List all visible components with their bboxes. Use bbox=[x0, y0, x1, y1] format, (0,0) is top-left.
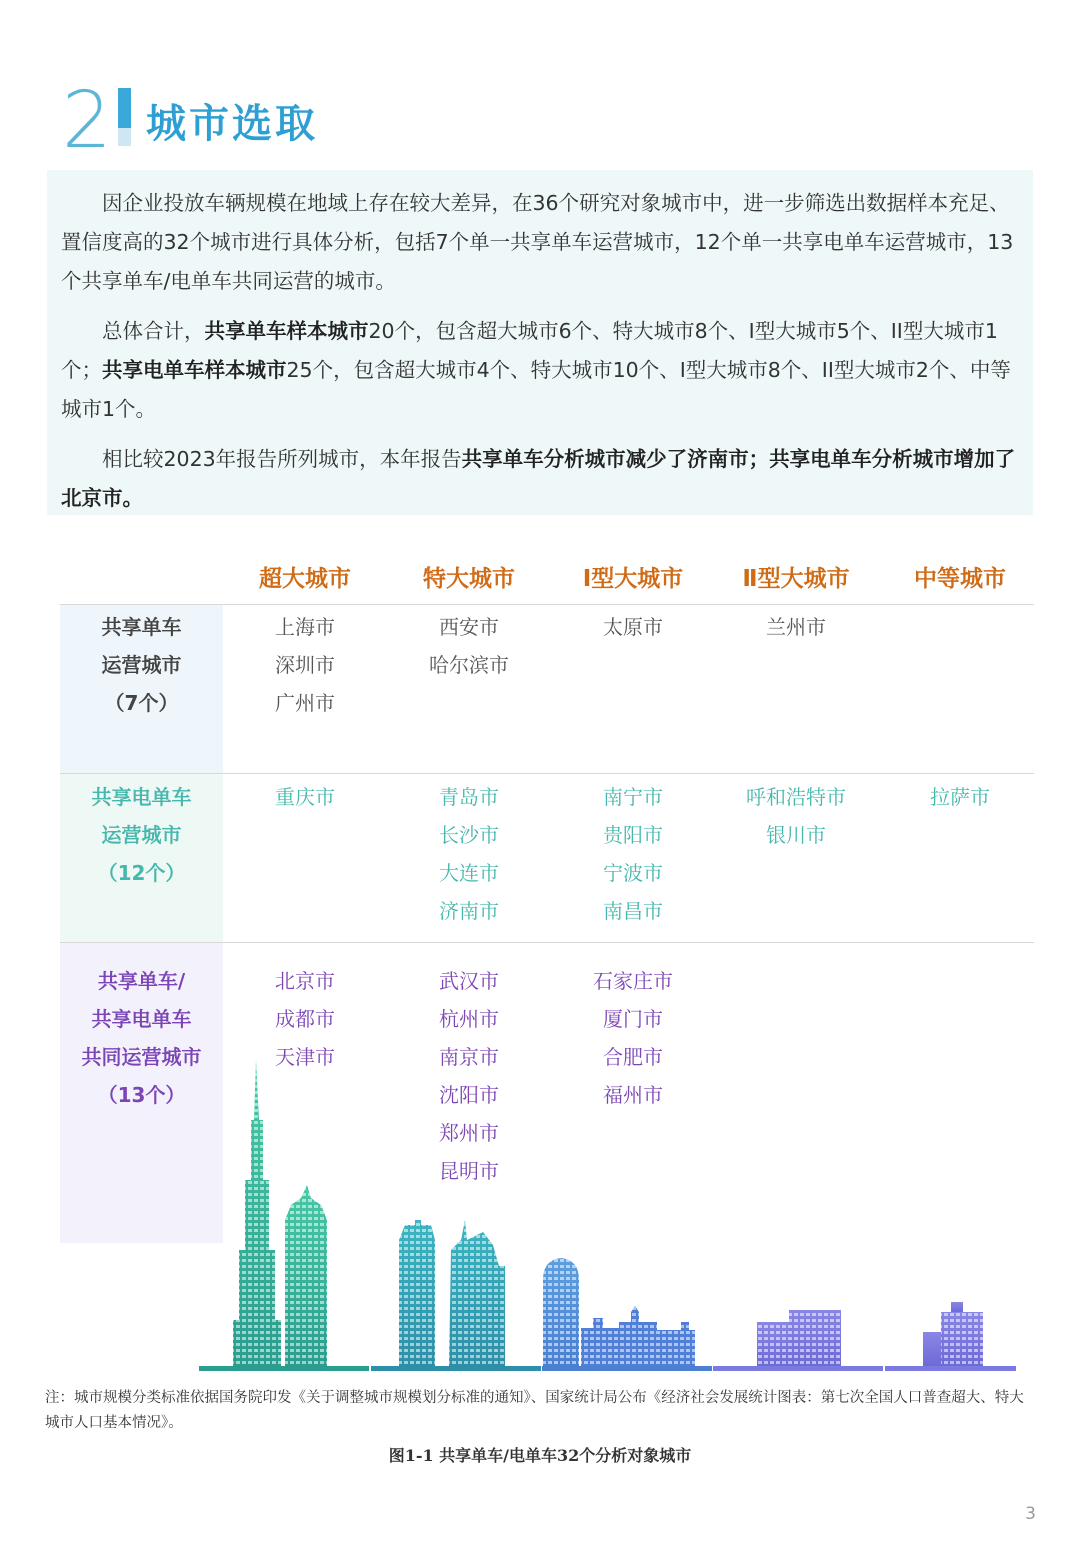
city-skyline-illustration bbox=[199, 1060, 1016, 1376]
row-label-both: 共享单车/ 共享电单车 共同运营城市 （13个） bbox=[81, 969, 202, 1107]
table-cell: 北京市 成都市 天津市 bbox=[275, 969, 335, 1069]
section-title: 城市选取 bbox=[146, 101, 318, 147]
table-divider bbox=[60, 773, 1034, 774]
intro-paragraph-2: 总体合计，共享单车样本城市20个，包含超大城市6个、特大城市8个、I型大城市5个、II型大城市1个；共享电单车样本城市25个，包含超大城市4个、特大城市10个、I型大城市8个、II型大城市2个、中等城市1个。 bbox=[61, 319, 1011, 421]
intro-paragraph-3: 相比较2023年报告所列城市，本年报告共享单车分析城市减少了济南市；共享电单车分析城市增加了北京市。 bbox=[61, 447, 1016, 510]
table-cell: 兰州市 bbox=[766, 615, 826, 639]
footnote: 注：城市规模分类标准依据国务院印发《关于调整城市规模划分标准的通知》、国家统计局公布《经济社会发展统计图表：第七次全国人口普查超大、特大城市人口基本情况》。 bbox=[45, 1390, 1024, 1431]
title-accent-bar bbox=[118, 88, 131, 128]
table-cell: 南宁市 贵阳市 宁波市 南昌市 bbox=[603, 785, 663, 923]
table-cell: 太原市 bbox=[603, 615, 663, 639]
skyline-group-large-1 bbox=[542, 1258, 712, 1371]
table-cell: 上海市 深圳市 广州市 bbox=[275, 615, 335, 715]
column-header-large-2: Ⅱ型大城市 bbox=[742, 566, 850, 592]
row-label-ebike: 共享电单车 运营城市 （12个） bbox=[91, 785, 192, 885]
skyline-group-medium bbox=[885, 1302, 1016, 1371]
column-header-large-1: Ⅰ型大城市 bbox=[582, 566, 684, 592]
skyline-group-super-large bbox=[199, 1060, 369, 1371]
skyline-group-mega bbox=[371, 1220, 541, 1371]
intro-paragraph-1: 因企业投放车辆规模在地域上存在较大差异，在36个研究对象城市中，进一步筛选出数据样本充足、置信度高的32个城市进行具体分析，包括7个单一共享单车运营城市，12个单一共享电单车运营城市，13个共享单车/电单车共同运营的城市。 bbox=[61, 191, 1014, 293]
page-number: 3 bbox=[1025, 1504, 1036, 1524]
section-number: 2 bbox=[62, 76, 112, 166]
table-divider bbox=[60, 942, 1034, 943]
column-header-mega: 特大城市 bbox=[423, 566, 515, 592]
row-label-bike: 共享单车 运营城市 （7个） bbox=[101, 615, 182, 715]
intro-box bbox=[47, 170, 1033, 515]
figure-caption: 图1-1 共享单车/电单车32个分析对象城市 bbox=[388, 1446, 692, 1465]
column-header-super-large: 超大城市 bbox=[259, 566, 351, 592]
table-cell: 青岛市 长沙市 大连市 济南市 bbox=[439, 785, 499, 923]
skyline-group-large-2 bbox=[713, 1310, 883, 1371]
table-cell: 重庆市 bbox=[275, 785, 335, 809]
table-cell: 呼和浩特市 银川市 bbox=[746, 785, 846, 847]
table-cell: 石家庄市 厦门市 合肥市 福州市 bbox=[593, 969, 673, 1107]
table-cell: 武汉市 杭州市 南京市 沈阳市 郑州市 昆明市 bbox=[439, 969, 499, 1183]
column-header-medium: 中等城市 bbox=[914, 566, 1006, 592]
table-cell: 西安市 哈尔滨市 bbox=[429, 615, 509, 677]
title-accent-bar-light bbox=[118, 128, 131, 146]
table-cell: 拉萨市 bbox=[930, 785, 990, 809]
table-divider bbox=[60, 604, 1034, 605]
